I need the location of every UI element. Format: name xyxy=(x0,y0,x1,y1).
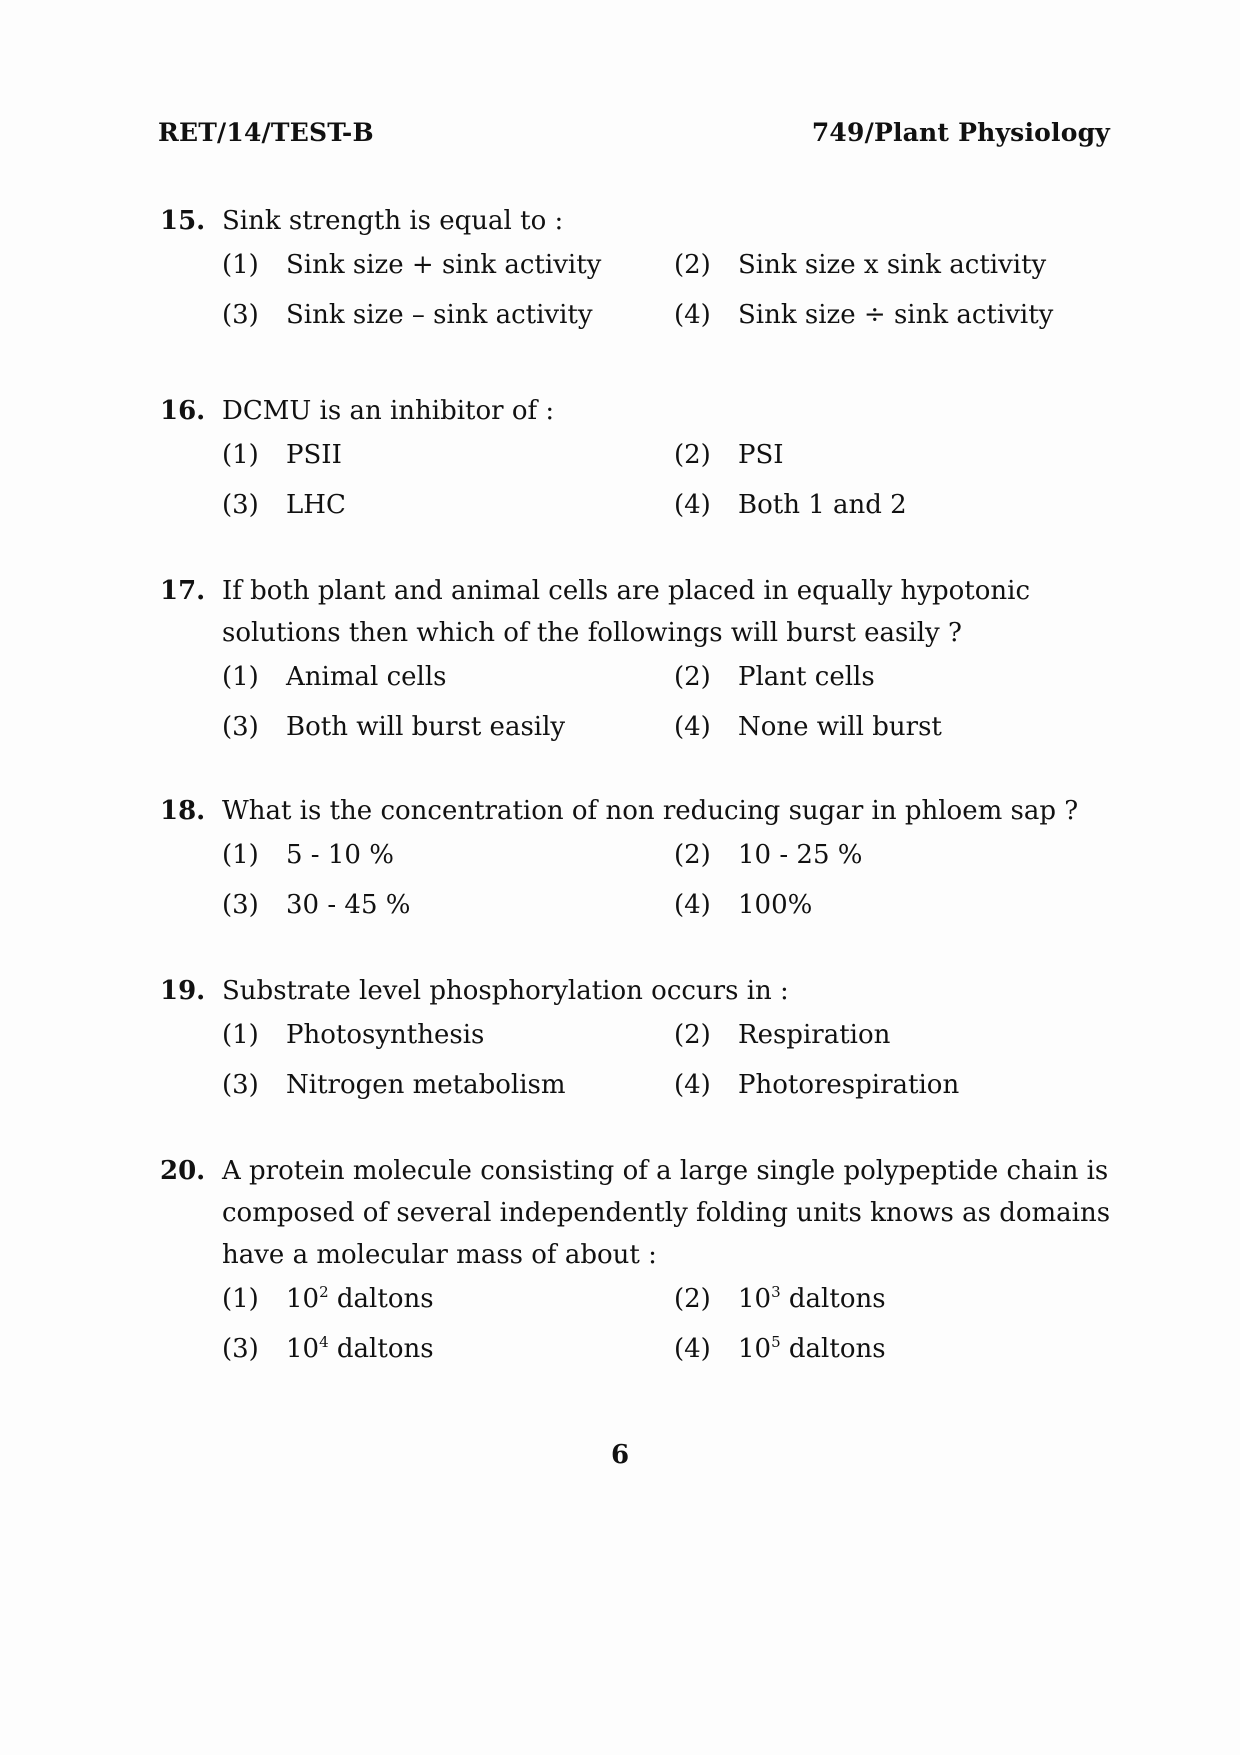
option-3: (3) Both will burst easily xyxy=(222,712,566,742)
options xyxy=(222,250,1120,350)
question-number: 16. xyxy=(160,396,206,426)
option-2: (2) Respiration xyxy=(674,1020,891,1050)
question-19 xyxy=(160,970,1120,1120)
option-3: (3) LHC xyxy=(222,490,346,520)
question-number: 19. xyxy=(160,976,206,1006)
page-number: 6 xyxy=(610,1440,630,1470)
question-number: 18. xyxy=(160,796,206,826)
question-text: DCMU is an inhibitor of : xyxy=(222,396,555,426)
option-2: (2) 10 - 25 % xyxy=(674,840,863,870)
option-1: (1) $10^2$ daltons xyxy=(222,1283,434,1314)
question-number: 20. xyxy=(160,1156,206,1186)
option-2: (2) Sink size x sink activity xyxy=(674,250,1047,280)
option-1: (1) PSII xyxy=(222,440,342,470)
options xyxy=(222,662,1120,762)
question-18 xyxy=(160,790,1120,940)
option-3: (3) 30 - 45 % xyxy=(222,890,411,920)
option-2: (2) $10^3$ daltons xyxy=(674,1283,886,1314)
question-text: What is the concentration of non reducing sugar in phloem sap ? xyxy=(222,796,1079,826)
option-3: (3) $10^4$ daltons xyxy=(222,1333,434,1364)
question-17 xyxy=(160,570,1120,762)
question-number: 17. xyxy=(160,576,206,606)
option-1: (1) Photosynthesis xyxy=(222,1020,485,1050)
option-1: (1) Sink size + sink activity xyxy=(222,250,602,280)
question-16 xyxy=(160,390,1120,540)
option-4: (4) Photorespiration xyxy=(674,1070,960,1100)
option-4: (4) Both 1 and 2 xyxy=(674,490,907,520)
subject-title: 749/Plant Physiology xyxy=(811,118,1110,147)
option-4: (4) 100% xyxy=(674,890,813,920)
question-15 xyxy=(160,200,1120,350)
options xyxy=(222,840,1120,940)
option-1: (1) Animal cells xyxy=(222,662,447,692)
paper-code: RET/14/TEST-B xyxy=(158,118,374,147)
option-2: (2) Plant cells xyxy=(674,662,875,692)
options xyxy=(222,440,1120,540)
question-text: A protein molecule consisting of a large single polypeptide chain is composed of several independently folding units knows as domains have a molecular mass of about : xyxy=(222,1156,1111,1270)
options xyxy=(222,1284,1120,1384)
option-3: (3) Nitrogen metabolism xyxy=(222,1070,566,1100)
question-20 xyxy=(160,1150,1120,1384)
option-3: (3) Sink size – sink activity xyxy=(222,300,593,330)
question-text: Sink strength is equal to : xyxy=(222,206,564,236)
question-text: If both plant and animal cells are placed in equally hypotonic solutions then which of the followings will burst easily ? xyxy=(222,576,1031,648)
option-1: (1) 5 - 10 % xyxy=(222,840,394,870)
option-2: (2) PSI xyxy=(674,440,784,470)
option-4: (4) None will burst xyxy=(674,712,942,742)
question-text: Substrate level phosphorylation occurs in : xyxy=(222,976,789,1006)
option-4: (4) $10^5$ daltons xyxy=(674,1333,886,1364)
question-number: 15. xyxy=(160,206,206,236)
options xyxy=(222,1020,1120,1120)
option-4: (4) Sink size ÷ sink activity xyxy=(674,300,1054,330)
